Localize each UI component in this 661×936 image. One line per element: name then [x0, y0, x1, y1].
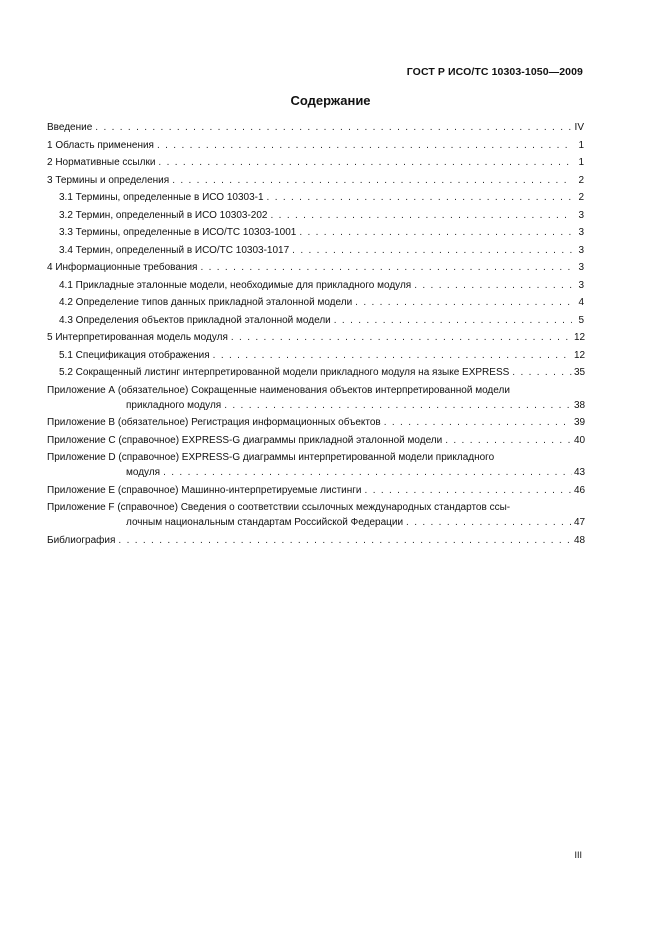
toc-entry[interactable]: [47, 243, 584, 258]
dot-leader: [267, 190, 572, 205]
toc-entry-label: Введение: [47, 122, 93, 133]
toc-entry-label: 5.1 Спецификация отображения: [59, 349, 210, 361]
toc-entry-label: 3.3 Термины, определенные в ИСО/ТС 10303-1001: [59, 227, 297, 238]
dot-leader: [292, 243, 572, 258]
toc-entry[interactable]: [47, 450, 584, 480]
toc-entry-page: 35: [574, 367, 586, 378]
dot-leader: [271, 208, 573, 223]
toc-entry[interactable]: [47, 295, 584, 310]
toc-entry-page: 3: [578, 262, 584, 273]
toc-entry[interactable]: [47, 365, 584, 380]
toc-entry[interactable]: [47, 500, 584, 530]
dot-leader: [299, 225, 572, 240]
table-of-contents: [47, 120, 584, 550]
toc-entry-label: 4.2 Определение типов данных прикладной эталонной модели: [59, 297, 353, 308]
toc-entry-label: 3.2 Термин, определенный в ИСО 10303-202: [59, 209, 268, 221]
toc-entry-page: 38: [574, 399, 586, 411]
toc-entry[interactable]: [47, 278, 584, 293]
toc-entry-page: 12: [574, 349, 586, 361]
dot-leader: [213, 348, 572, 363]
dot-leader: [118, 533, 572, 548]
dot-leader: [334, 313, 572, 328]
toc-entry-page: 3: [578, 279, 584, 291]
toc-entry[interactable]: [47, 190, 584, 205]
dot-leader: [414, 278, 572, 293]
toc-entry[interactable]: [47, 208, 584, 223]
toc-entry-page: 2: [578, 174, 584, 186]
dot-leader: [512, 365, 572, 380]
toc-entry-label: 3.4 Термин, определенный в ИСО/ТС 10303-1017: [59, 244, 290, 256]
toc-entry[interactable]: [47, 433, 584, 448]
toc-entry-page: 3: [578, 244, 584, 256]
toc-entry[interactable]: [47, 155, 584, 170]
toc-entry-page: 2: [578, 192, 584, 203]
toc-entry-label-first-line: Приложение D (справочное) EXPRESS-G диаграммы интерпретированной модели прикладного: [47, 452, 495, 463]
toc-entry[interactable]: [47, 415, 584, 430]
toc-entry-label: модуля: [126, 467, 161, 478]
dot-leader: [200, 260, 572, 275]
toc-entry[interactable]: [47, 533, 584, 548]
toc-entry-page: 40: [574, 434, 586, 446]
dot-leader: [231, 330, 572, 345]
toc-entry[interactable]: [47, 313, 584, 328]
dot-leader: [224, 398, 572, 413]
toc-entry-page: 43: [574, 467, 586, 478]
toc-entry-label: 3.1 Термины, определенные в ИСО 10303-1: [59, 192, 264, 203]
toc-entry-label-first-line: Приложение А (обязательное) Сокращенные наименования объектов интерпретированной модели: [47, 384, 510, 396]
dot-leader: [365, 483, 572, 498]
toc-entry-page: IV: [574, 122, 584, 133]
toc-entry-page: 46: [574, 484, 586, 496]
toc-entry-page: 12: [574, 332, 586, 343]
toc-entry-page: 4: [578, 297, 584, 308]
dot-leader: [406, 515, 572, 530]
toc-entry[interactable]: [47, 138, 584, 153]
dot-leader: [163, 465, 572, 480]
toc-entry-label: 4.1 Прикладные эталонные модели, необходимые для прикладного модуля: [59, 279, 412, 291]
dot-leader: [445, 433, 572, 448]
toc-entry[interactable]: [47, 173, 584, 188]
page-number: III: [574, 850, 582, 860]
toc-entry-label: 5 Интерпретированная модель модуля: [47, 332, 228, 343]
toc-entry-page: 3: [578, 209, 584, 221]
toc-entry-page: 47: [574, 517, 586, 528]
toc-entry-label-first-line: Приложение F (справочное) Сведения о соответствии ссылочных международных стандартов ссы-: [47, 502, 511, 513]
toc-entry-page: 3: [578, 227, 584, 238]
toc-entry[interactable]: [47, 348, 584, 363]
toc-entry[interactable]: [47, 383, 584, 413]
dot-leader: [172, 173, 572, 188]
toc-entry[interactable]: [47, 225, 584, 240]
toc-entry-label: Приложение Е (справочное) Машинно-интерпретируемые листинги: [47, 484, 362, 496]
toc-entry[interactable]: [47, 330, 584, 345]
toc-entry-label: Приложение С (справочное) EXPRESS-G диаграммы прикладной эталонной модели: [47, 434, 443, 446]
document-standard-id: ГОСТ Р ИСО/ТС 10303-1050—2009: [406, 66, 583, 78]
dot-leader: [355, 295, 572, 310]
toc-entry-label: Библиография: [47, 534, 116, 546]
toc-entry-page: 39: [574, 417, 586, 428]
toc-entry-page: 1: [578, 139, 584, 151]
toc-entry-label: 1 Область применения: [47, 139, 154, 151]
toc-entry-label: 4.3 Определения объектов прикладной эталонной модели: [59, 314, 331, 326]
toc-entry-label: 3 Термины и определения: [47, 174, 170, 186]
toc-title: Содержание: [290, 93, 371, 108]
toc-entry-label: 5.2 Сокращенный листинг интерпретированной модели прикладного модуля на языке EXPRESS: [59, 367, 510, 378]
toc-entry-label: Приложение В (обязательное) Регистрация информационных объектов: [47, 417, 381, 428]
dot-leader: [384, 415, 572, 430]
toc-entry-label: лочным национальным стандартам Российской Федерации: [126, 517, 404, 528]
toc-entry-label: 4 Информационные требования: [47, 262, 198, 273]
toc-entry-label: 2 Нормативные ссылки: [47, 157, 156, 168]
toc-entry-page: 5: [578, 314, 584, 326]
toc-entry[interactable]: [47, 260, 584, 275]
toc-entry-page: 1: [578, 157, 584, 168]
toc-entry[interactable]: [47, 120, 584, 135]
toc-entry-page: 48: [574, 534, 586, 546]
dot-leader: [157, 138, 572, 153]
dot-leader: [95, 120, 572, 135]
toc-entry-label: прикладного модуля: [126, 399, 222, 411]
dot-leader: [158, 155, 572, 170]
toc-entry[interactable]: [47, 483, 584, 498]
